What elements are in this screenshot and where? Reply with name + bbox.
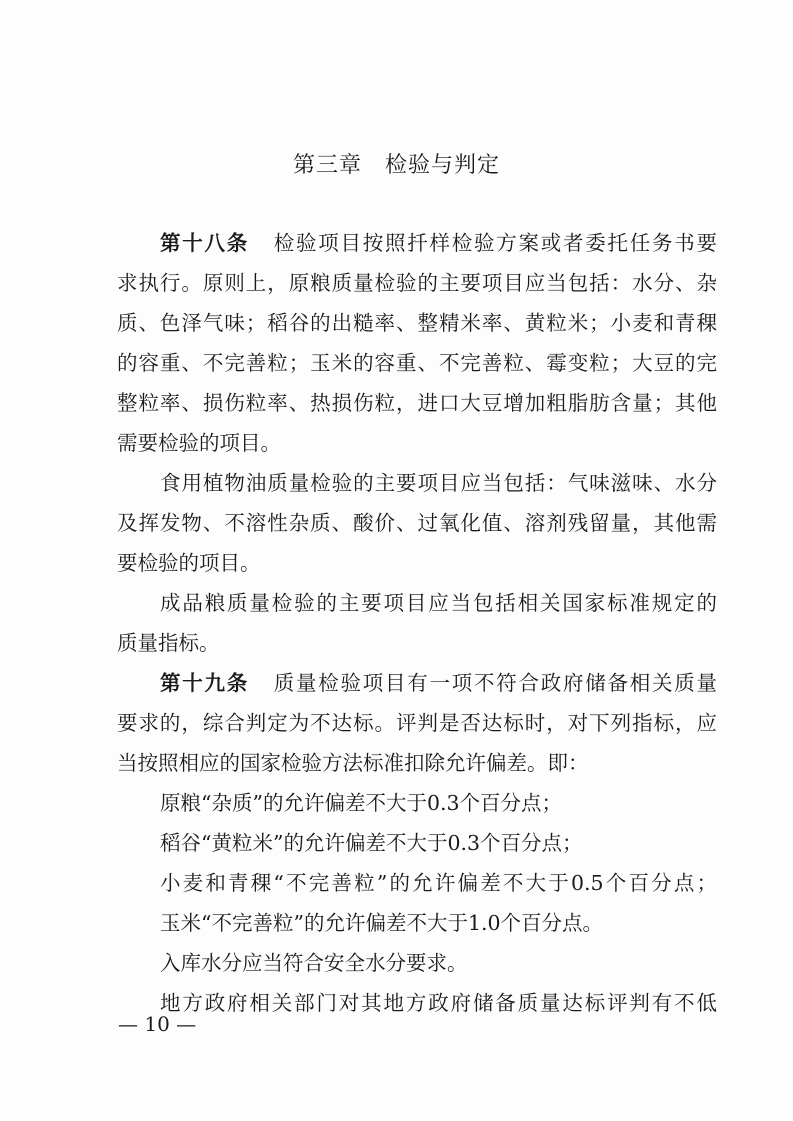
product-paragraph-line-2: 质量指标。 bbox=[117, 631, 220, 655]
page-number: — 10 — bbox=[118, 1012, 197, 1036]
article-18-line-2: 求执行。原则上，原粮质量检验的主要项目应当包括：水分、杂 bbox=[117, 271, 717, 295]
oil-paragraph-line-1: 食用植物油质量检验的主要项目应当包括：气味滋味、水分 bbox=[160, 471, 717, 495]
article-18-line-1 bbox=[160, 228, 717, 258]
article-19-line-1 bbox=[160, 668, 717, 698]
article-18-text-1: 检验项目按照扦样检验方案或者委托任务书要 bbox=[273, 231, 717, 255]
oil-paragraph-line-3: 要检验的项目。 bbox=[117, 551, 261, 575]
product-paragraph-line-1: 成品粮质量检验的主要项目应当包括相关国家标准规定的 bbox=[160, 591, 717, 615]
tolerance-item-wheat: 小麦和青稞“不完善粒”的允许偏差不大于0.5个百分点； bbox=[160, 871, 717, 895]
article-19-text-1: 质量检验项目有一项不符合政府储备相关质量 bbox=[273, 671, 717, 695]
article-19-line-3: 当按照相应的国家检验方法标准扣除允许偏差。即： bbox=[117, 751, 589, 775]
article-19-line-2: 要求的，综合判定为不达标。评判是否达标时，对下列指标，应 bbox=[117, 711, 717, 735]
tolerance-item-yellow-rice: 稻谷“黄粒米”的允许偏差不大于0.3个百分点； bbox=[160, 831, 583, 855]
article-18-line-4: 的容重、不完善粒；玉米的容重、不完善粒、霉变粒；大豆的完 bbox=[117, 351, 717, 375]
tolerance-item-corn: 玉米“不完善粒”的允许偏差不大于1.0个百分点。 bbox=[160, 911, 604, 935]
article-18-line-6: 需要检验的项目。 bbox=[117, 431, 281, 455]
chapter-title: 第三章 检验与判定 bbox=[292, 153, 500, 178]
oil-paragraph-line-2: 及挥发物、不溶性杂质、酸价、过氧化值、溶剂残留量，其他需 bbox=[117, 511, 717, 535]
moisture-requirement: 入库水分应当符合安全水分要求。 bbox=[160, 951, 468, 975]
tolerance-item-impurity: 原粮“杂质”的允许偏差不大于0.3个百分点； bbox=[160, 791, 563, 815]
article-19-heading: 第十九条 bbox=[160, 671, 249, 695]
local-government-line: 地方政府相关部门对其地方政府储备质量达标评判有不低 bbox=[160, 991, 717, 1015]
article-18-heading: 第十八条 bbox=[160, 231, 249, 255]
article-18-line-5: 整粒率、损伤粒率、热损伤粒，进口大豆增加粗脂肪含量；其他 bbox=[117, 391, 717, 415]
article-18-line-3: 质、色泽气味；稻谷的出糙率、整精米率、黄粒米；小麦和青稞 bbox=[117, 311, 717, 335]
